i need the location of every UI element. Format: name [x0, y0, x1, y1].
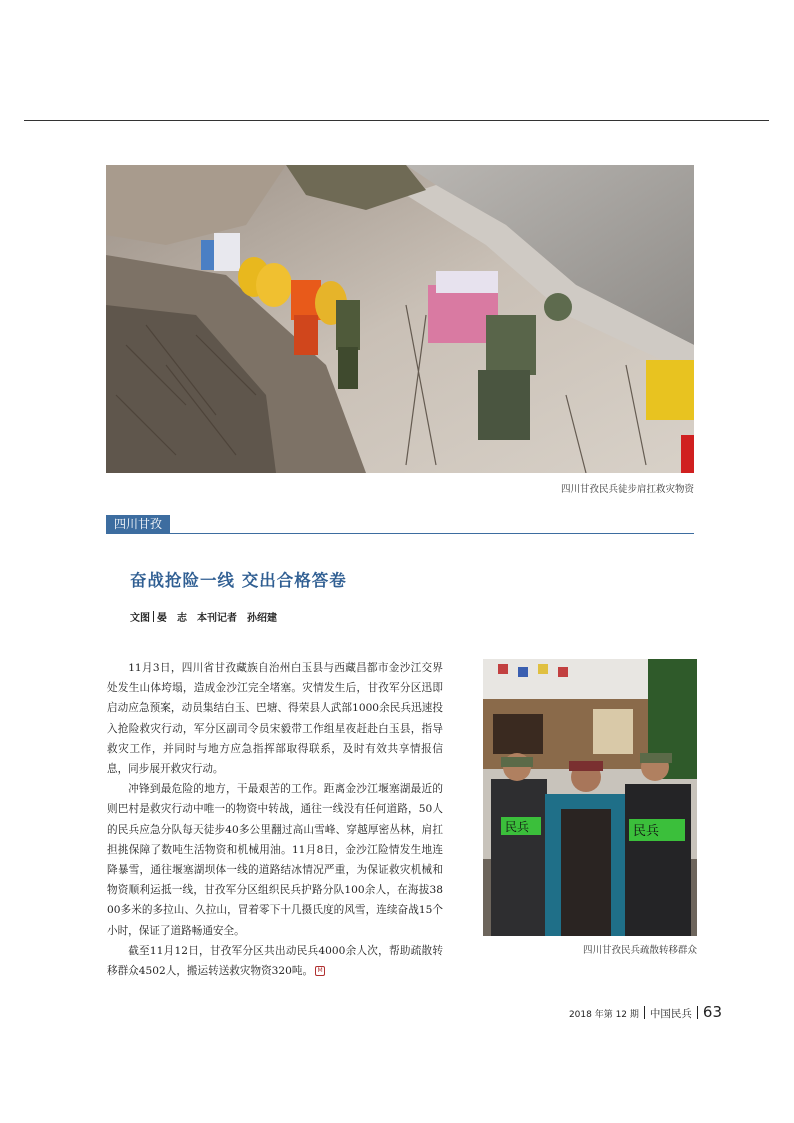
magazine-name: 中国民兵	[649, 1008, 692, 1020]
photo-illustration-right	[483, 659, 697, 936]
armband-text-left: 民兵	[505, 820, 530, 834]
paragraph-2: 冲锋到最危险的地方，干最艰苦的工作。距离金沙江堰塞湖最近的则巴村是救灾行动中唯一的物资中转战，通往一线没有任何道路，50人的民兵应急分队每天徒步40多公里翻过高山雪峰、穿越厚密丛林，肩扛担挑保障了数吨生活物资和机械用油。11月8日，金沙江险情发生地连降暴雪，通往堰塞湖坝体一线的道路结冰情况严重，为保证救灾机械和物资顺利运抵一线，甘孜军分区组织民兵护路分队100余人，在海拔3800多米的多拉山、久拉山，冒着零下十几摄氏度的风雪，连续奋战15个小时，保证了道路畅通安全。	[107, 783, 443, 937]
footer-separator-2	[697, 1006, 698, 1019]
byline-authors: 晏 志 本刊记者 孙绍建	[157, 613, 277, 624]
byline-label: 文图	[130, 613, 150, 624]
armband-text-right: 民兵	[633, 824, 660, 839]
photo-illustration	[106, 165, 694, 473]
page-footer	[569, 1002, 722, 1021]
photo-militia-carrying-supplies	[106, 165, 694, 473]
section-divider	[106, 533, 694, 534]
end-mark-icon: M	[315, 966, 325, 976]
header-rule	[24, 120, 769, 121]
photo-militia-evacuating-residents	[483, 659, 697, 936]
issue-label: 2018 年第 12 期	[568, 1010, 639, 1020]
paragraph-1: 11月3日，四川省甘孜藏族自治州白玉县与西藏昌都市金沙江交界处发生山体垮塌，造成金沙江完全堵塞。灾情发生后，甘孜军分区迅即启动应急预案，动员集结白玉、巴塘、得荣县人武部1000余民兵迅速投入抢险救灾行动，军分区副司令员宋毅带工作组星夜赶赴白玉县，指导救灾工作，并同时与地方应急指挥部取得联系，及时有效共享情报信息，同步展开救灾行动。	[107, 662, 443, 776]
footer-separator-1	[644, 1006, 645, 1019]
page-number: 63	[702, 1003, 722, 1021]
article-body	[107, 658, 443, 981]
byline-separator	[153, 611, 154, 622]
paragraph-3	[107, 941, 443, 981]
caption-top-photo: 四川甘孜民兵徒步肩扛救灾物资	[560, 484, 694, 495]
article-headline: 奋战抢险一线 交出合格答卷	[130, 571, 347, 590]
paragraph-3-text: 截至11月12日，甘孜军分区共出动民兵4000余人次，帮助疏散转移群众4502人，搬运转送救灾物资320吨。	[107, 944, 443, 978]
section-tag: 四川甘孜	[106, 515, 170, 534]
byline	[130, 609, 277, 624]
caption-right-photo: 四川甘孜民兵疏散转移群众	[582, 945, 697, 956]
